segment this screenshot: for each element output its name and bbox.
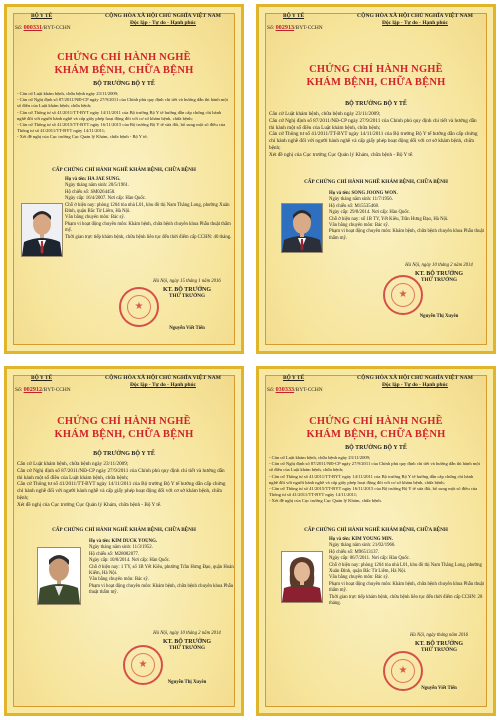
- basis-line: Căn cứ Thông tư số 41/2011/TT-BYT ngày 14/11/2011 của Bộ trưởng Bộ Y tế hướng dẫn cấp chứng chỉ hành nghề đối với người hành nghề và cấp giấy phép hoạt động đối với cơ sở khám bệnh, chữa bệnh;: [17, 481, 226, 501]
- certificate-title: [259, 63, 493, 89]
- info-line: Thời gian trực tiếp khám bệnh, chữa bệnh liên tục đến thời điểm cấp CCHN: 40 tháng.: [65, 234, 232, 240]
- signature-block: [141, 631, 233, 686]
- basis-line: Căn cứ Nghị định số 87/2011/NĐ-CP ngày 27/9/2011 của Chính phủ quy định chi tiết và hướng dẫn thi hành một số điều của Luật khám bệnh, chữa bệnh;: [17, 467, 225, 481]
- signature-block: [393, 633, 485, 692]
- title-line-1: CHỨNG CHỈ HÀNH NGHỀ: [309, 416, 443, 427]
- basis-line: Căn cứ Luật khám bệnh, chữa bệnh ngày 23/11/2009;: [17, 461, 129, 467]
- ministry-label: BỘ Y TẾ: [31, 375, 53, 381]
- certificate-title: [7, 415, 241, 441]
- info-line: Ngày cấp: 10/8/2014. Nơi cấp: Hàn Quốc.: [89, 558, 171, 564]
- signer-name: Nguyễn Viết Tiến: [421, 685, 457, 691]
- grant-heading: CẤP CHỨNG CHỈ HÀNH NGHỀ KHÁM BỆNH, CHỮA BỆNH: [304, 179, 448, 185]
- info-line: Văn bằng chuyên môn: Bác sỹ.: [89, 577, 149, 583]
- holder-name: Họ và tên: KIM DUCK YOUNG.: [89, 539, 158, 544]
- title-line-1: CHỨNG CHỈ HÀNH NGHỀ: [57, 52, 191, 63]
- grant-heading: CẤP CHỨNG CHỈ HÀNH NGHỀ KHÁM BỆNH, CHỮA BỆNH: [304, 527, 448, 533]
- basis-line: - Căn cứ Nghị định số 87/2011/NĐ-CP ngày 27/9/2011 của Chính phủ quy định chi tiết và hướng dẫn thi hành một số điều của Luật khám bệnh, chữa bệnh;: [269, 461, 480, 473]
- certificate-title: [259, 415, 493, 441]
- basis-line: Xét đề nghị của Cục trưởng Cục Quản lý Khám, chữa bệnh - Bộ Y tế.: [269, 151, 414, 158]
- basis-line: - Căn cứ Luật khám bệnh, chữa bệnh ngày 23/11/2009;: [17, 91, 119, 96]
- number-value: 030333: [275, 386, 295, 393]
- number-value: 002913: [275, 24, 295, 31]
- info-line: Ngày cấp: 06/7/2011. Nơi cấp: Hàn Quốc.: [329, 556, 410, 562]
- basis-line: - Căn cứ Thông tư số 41/2011/TT-BYT ngày 14/11/2011 của Bộ trưởng Bộ Y tế hướng dẫn cấp chứng chỉ hành nghề đối với người hành nghề và cấp giấy phép hoạt động đối với cơ sở khám bệnh, chữa bệnh;: [269, 473, 474, 485]
- republic-label: CỘNG HÒA XÃ HỘI CHỦ NGHĨA VIỆT NAM: [357, 375, 473, 381]
- grant-heading: CẤP CHỨNG CHỈ HÀNH NGHỀ KHÁM BỆNH, CHỮA BỆNH: [52, 527, 196, 533]
- basis-line: - Xét đề nghị của Cục trưởng Cục Quản lý Khám, chữa bệnh.: [269, 498, 382, 504]
- info-line: Ngày cấp: 29/8/2014. Nơi cấp: Hàn Quốc.: [329, 210, 411, 216]
- number-prefix: Số:: [267, 25, 275, 31]
- ministry-label: BỘ Y TẾ: [283, 13, 305, 19]
- certificate-3: [4, 366, 244, 716]
- info-line: Chỗ ở hiện nay: phòng 1204 tòa nhà L01, khu đô thị Nam Thăng Long, phường Xuân Đỉnh, quận Bắc Từ Liêm, Hà Nội.: [329, 562, 482, 575]
- issue-date: Hà Nội, ngày tháng năm 2016: [409, 633, 469, 638]
- holder-photo: [37, 547, 81, 605]
- certificate-header: [265, 13, 487, 47]
- certificate-2: [256, 4, 496, 354]
- motto-label: Độc lập - Tự do - Hạnh phúc: [382, 382, 448, 388]
- basis-line: Căn cứ Thông tư số 41/2011/TT-BYT ngày 14/11/2011 của Bộ trưởng Bộ Y tế hướng dẫn cấp chứng chỉ hành nghề đối với người hành nghề và cấp giấy phép hoạt động đối với cơ sở khám bệnh, chữa bệnh;: [269, 131, 478, 151]
- certificate-4: [256, 366, 496, 716]
- kt-label: KT. BỘ TRƯỞNG: [162, 286, 212, 293]
- title-line-2: KHÁM BỆNH, CHỮA BỆNH: [54, 65, 194, 76]
- motto-label: Độc lập - Tự do - Hạnh phúc: [382, 20, 448, 26]
- legal-basis: [17, 91, 231, 141]
- kt-label: KT. BỘ TRƯỞNG: [414, 640, 464, 647]
- info-line: Văn bằng chuyên môn: Bác sỹ.: [329, 223, 389, 229]
- holder-info: [329, 191, 485, 242]
- info-line: Hộ chiếu số: M15535468.: [329, 203, 380, 209]
- legal-basis: [269, 455, 483, 505]
- title-line-1: CHỨNG CHỈ HÀNH NGHỀ: [57, 416, 191, 427]
- info-line: Chỗ ở hiện nay: phòng 1204 tòa nhà L01, khu đô thị Nam Thăng Long, phường Xuân Đỉnh, quận Bắc Từ Liêm, Hà Nội.: [65, 202, 230, 215]
- republic-label: CỘNG HÒA XÃ HỘI CHỦ NGHĨA VIỆT NAM: [105, 13, 221, 19]
- minister-heading: BỘ TRƯỞNG BỘ Y TẾ: [93, 451, 155, 457]
- info-line: Ngày tháng năm sinh: 21/02/1966.: [329, 543, 396, 549]
- ministry-label: BỘ Y TẾ: [283, 375, 305, 381]
- holder-name: Họ và tên: KIM YOUNG MIN.: [329, 537, 393, 542]
- info-line: Văn bằng chuyên môn: Bác sỹ.: [329, 575, 389, 581]
- basis-line: - Xét đề nghị của Cục trưởng Cục Quản lý Khám, chữa bệnh - Bộ Y tế;: [17, 134, 148, 140]
- minister-heading: BỘ TRƯỞNG BỘ Y TẾ: [93, 81, 155, 87]
- info-line: Ngày tháng năm sinh: 11/3/1952.: [89, 545, 153, 551]
- number-suffix: /BYT-CCHN: [294, 25, 323, 31]
- number-suffix: /BYT-CCHN: [42, 387, 71, 393]
- title-line-2: KHÁM BỆNH, CHỮA BỆNH: [54, 429, 194, 440]
- number-value: 000331: [23, 24, 43, 31]
- deputy-label: THỨ TRƯỞNG: [169, 645, 205, 651]
- holder-info: [329, 537, 487, 607]
- certificate-1: [4, 4, 244, 354]
- certificate-header: [13, 13, 235, 47]
- info-line: Thời gian trực tiếp khám bệnh, chữa bệnh liên tục đến thời điểm cấp CCHN: 28 tháng.: [329, 594, 483, 607]
- info-line: Ngày cấp: 16/4/2007. Nơi cấp: Hàn Quốc.: [65, 196, 147, 202]
- number-suffix: /BYT-CCHN: [42, 25, 71, 31]
- info-line: Chỗ ở hiện nay: 1 TY, số 1B Yết Kiêu, phường Trần Hưng Đạo, quận Hoàn Kiếm, Hà Nội.: [89, 564, 234, 577]
- number-suffix: /BYT-CCHN: [294, 387, 323, 393]
- minister-heading: BỘ TRƯỞNG BỘ Y TẾ: [345, 445, 407, 451]
- holder-name: Họ và tên: HA JAE SUNG.: [65, 177, 121, 182]
- info-line: Phạm vi hoạt động chuyên môn: Khám bệnh, chữa bệnh chuyên khoa Phẫu thuật thẩm mỹ.: [329, 229, 485, 241]
- info-line: Ngày tháng năm sinh: 20/5/1961.: [65, 183, 130, 189]
- legal-basis: [17, 461, 231, 509]
- issue-date: Hà Nội, ngày 10 tháng 2 năm 2014: [405, 263, 473, 268]
- basis-line: Căn cứ Luật khám bệnh, chữa bệnh ngày 23/11/2009;: [269, 111, 381, 117]
- info-line: Phạm vi hoạt động chuyên môn: Khám bệnh, chữa bệnh chuyên khoa Phẫu thuật thẩm mỹ.: [65, 221, 231, 234]
- number-prefix: Số:: [15, 387, 23, 393]
- holder-info: [65, 177, 233, 241]
- info-line: Văn bằng chuyên môn: Bác sỹ.: [65, 215, 125, 221]
- basis-line: Căn cứ Nghị định số 87/2011/NĐ-CP ngày 27/9/2011 của Chính phủ quy định chi tiết và hướng dẫn thi hành một số điều của Luật khám bệnh, chữa bệnh;: [269, 117, 477, 131]
- issue-date: Hà Nội, ngày 10 tháng 2 năm 2014: [153, 631, 221, 636]
- grant-heading: CẤP CHỨNG CHỈ HÀNH NGHỀ KHÁM BỆNH, CHỮA BỆNH: [52, 167, 196, 173]
- title-line-2: KHÁM BỆNH, CHỮA BỆNH: [306, 77, 446, 88]
- kt-label: KT. BỘ TRƯỞNG: [414, 270, 464, 277]
- basis-line: - Căn cứ Nghị định số 87/2011/NĐ-CP ngày 27/9/2011 của Chính phủ quy định chi tiết và hướng dẫn thi hành một số điều của Luật khám bệnh, chữa bệnh;: [17, 97, 228, 109]
- info-line: Chỗ ở hiện nay: số 1B TY, Yết Kiêu, Trần Hưng Đạo, Hà Nội.: [329, 216, 449, 222]
- certificate-number: [267, 386, 347, 394]
- motto-label: Độc lập - Tự do - Hạnh phúc: [130, 382, 196, 388]
- republic-label: CỘNG HÒA XÃ HỘI CHỦ NGHĨA VIỆT NAM: [105, 375, 221, 381]
- signer-name: Nguyễn Thị Xuyên: [419, 313, 459, 319]
- title-line-1: CHỨNG CHỈ HÀNH NGHỀ: [309, 64, 443, 75]
- info-line: Phạm vi hoạt động chuyên môn: Khám bệnh, chữa bệnh chuyên khoa Phẫu thuật thẩm mỹ.: [89, 583, 234, 596]
- info-line: Hộ chiếu số: M96513137.: [329, 549, 380, 555]
- issue-date: Hà Nội, ngày 15 tháng 1 năm 2016: [153, 279, 221, 284]
- certificate-header: [265, 375, 487, 409]
- signer-name: Nguyễn Thị Xuyên: [167, 679, 207, 685]
- ministry-label: BỘ Y TẾ: [31, 13, 53, 19]
- holder-photo: [281, 551, 323, 603]
- motto-label: Độc lập - Tự do - Hạnh phúc: [130, 20, 196, 26]
- basis-line: Xét đề nghị của Cục trưởng Cục Quản lý Khám, chữa bệnh - Bộ Y tế.: [17, 501, 162, 508]
- holder-info: [89, 539, 235, 597]
- number-prefix: Số:: [267, 387, 275, 393]
- certificate-title: [7, 51, 241, 77]
- info-line: Hộ chiếu số: SM0264458.: [65, 189, 116, 195]
- kt-label: KT. BỘ TRƯỞNG: [162, 638, 212, 645]
- basis-line: - Căn cứ Luật khám bệnh, chữa bệnh ngày 23/11/2009;: [269, 455, 371, 460]
- certificate-number: [267, 24, 347, 32]
- legal-basis: [269, 111, 483, 159]
- title-line-2: KHÁM BỆNH, CHỮA BỆNH: [306, 429, 446, 440]
- signature-block: [393, 263, 485, 320]
- info-line: Phạm vi hoạt động chuyên môn: Khám bệnh, chữa bệnh chuyên khoa Phẫu thuật thẩm mỹ.: [329, 581, 485, 594]
- basis-line: - Căn cứ Thông tư số 41/2011/TT-BYT ngày 14/11/2011 của Bộ trưởng Bộ Y tế hướng dẫn cấp chứng chỉ hành nghề đối với người hành nghề và cấp giấy phép hoạt động đối với cơ sở khám bệnh, chữa bệnh;: [17, 109, 222, 121]
- info-line: Ngày tháng năm sinh: 11/7/1956.: [329, 197, 393, 203]
- republic-label: CỘNG HÒA XÃ HỘI CHỦ NGHĨA VIỆT NAM: [357, 13, 473, 19]
- holder-photo: [281, 203, 323, 253]
- deputy-label: THỨ TRƯỞNG: [421, 277, 457, 283]
- deputy-label: THỨ TRƯỞNG: [169, 293, 205, 299]
- basis-line: - Căn cứ Thông tư số 41/2015/TT-BYT ngày 16/11/2015 của Bộ trưởng Bộ Y tế sửa đổi, bổ sung một số điều của Thông tư số 41/2011/TT-BYT ngày 14/11/2011;: [269, 486, 478, 498]
- holder-photo: [21, 203, 63, 257]
- info-line: Hộ chiếu số: M28082077.: [89, 551, 140, 557]
- signature-block: [141, 279, 233, 332]
- number-prefix: Số:: [15, 25, 23, 31]
- certificate-number: [15, 386, 95, 394]
- certificate-header: [13, 375, 235, 409]
- certificate-number: [15, 24, 95, 32]
- holder-name: Họ và tên: SONG JOONG WON.: [329, 191, 398, 196]
- minister-heading: BỘ TRƯỞNG BỘ Y TẾ: [345, 101, 407, 107]
- basis-line: - Căn cứ Thông tư số 41/2015/TT-BYT ngày 16/11/2015 của Bộ trưởng Bộ Y tế sửa đổi, bổ sung một số điều của Thông tư số 41/2011/TT-BYT ngày 14/11/2011;: [17, 122, 226, 134]
- deputy-label: THỨ TRƯỞNG: [421, 647, 457, 653]
- signer-name: Nguyễn Viết Tiến: [169, 325, 205, 331]
- number-value: 002912: [23, 386, 43, 393]
